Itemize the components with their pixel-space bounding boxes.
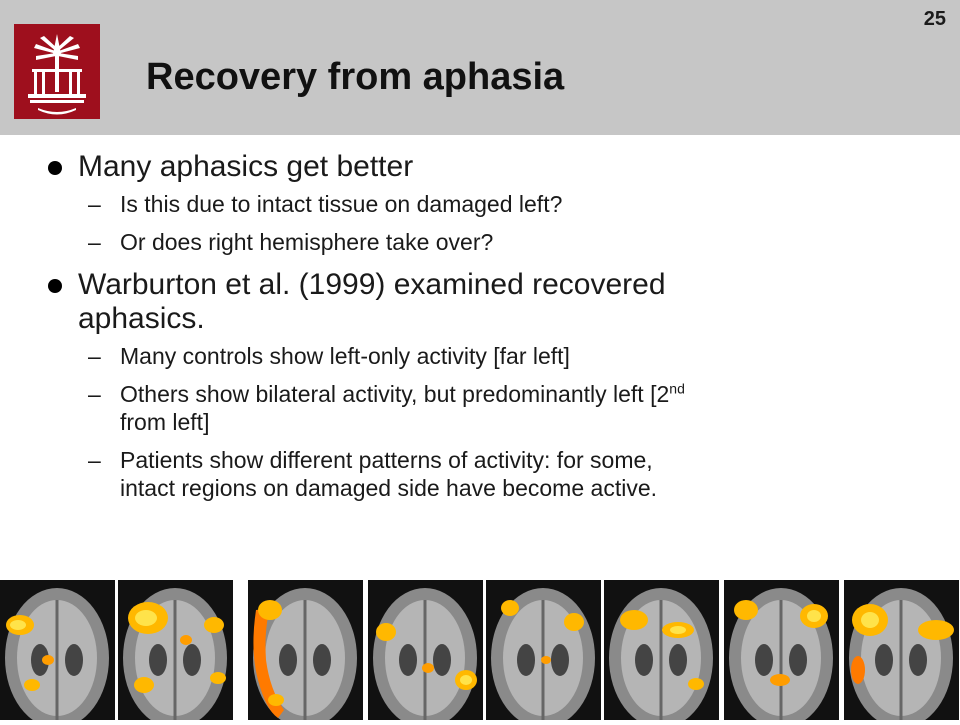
brain-scan-icon — [118, 580, 233, 720]
sub-bullet-text: Patients show different patterns of activity: for some, — [120, 447, 653, 473]
sub-bullet — [48, 446, 938, 502]
bullet-dot-icon — [48, 161, 62, 175]
sub-bullet-text-cont: from left] — [120, 409, 210, 435]
slide-number: 25 — [923, 8, 946, 30]
slide-content — [48, 150, 938, 502]
brain-scan-icon — [844, 580, 959, 720]
bullet-dot-icon — [48, 279, 62, 293]
dash-marker: – — [88, 447, 101, 473]
brain-scan-icon — [0, 580, 115, 720]
sub-bullet-text: Others show bilateral activity, but predominantly left [2 — [120, 381, 670, 407]
sub-bullet-text: Or does right hemisphere take over? — [120, 229, 494, 255]
dash-marker: – — [88, 229, 101, 255]
superscript: nd — [669, 380, 685, 397]
sub-bullet — [48, 342, 938, 370]
dash-marker: – — [88, 381, 101, 407]
dash-marker: – — [88, 191, 101, 217]
brain-scan-strip — [0, 580, 960, 720]
brain-scan-icon — [724, 580, 839, 720]
slide-header — [0, 0, 960, 135]
sub-bullet-text: Many controls show left-only activity [far left] — [120, 343, 570, 369]
bullet-2 — [48, 268, 938, 336]
bullet-2-text-line1: Warburton et al. (1999) examined recovered — [78, 268, 666, 301]
brain-scan-icon — [248, 580, 363, 720]
bullet-1 — [48, 150, 938, 184]
sub-bullet-text: Is this due to intact tissue on damaged left? — [120, 191, 563, 217]
slide-title: Recovery from aphasia — [146, 56, 565, 98]
brain-scan-icon — [486, 580, 601, 720]
sub-bullet-text-cont: intact regions on damaged side have become active. — [120, 475, 657, 501]
sub-bullet — [48, 380, 938, 436]
sub-bullet — [48, 190, 938, 218]
university-logo — [14, 24, 100, 119]
brain-scan-icon — [368, 580, 483, 720]
sub-bullet — [48, 228, 938, 256]
dash-marker: – — [88, 343, 101, 369]
brain-scan-icon — [604, 580, 719, 720]
bullet-1-text: Many aphasics get better — [78, 150, 414, 183]
bullet-2-text-line2: aphasics. — [78, 302, 205, 335]
palmetto-tree-icon — [14, 24, 100, 119]
